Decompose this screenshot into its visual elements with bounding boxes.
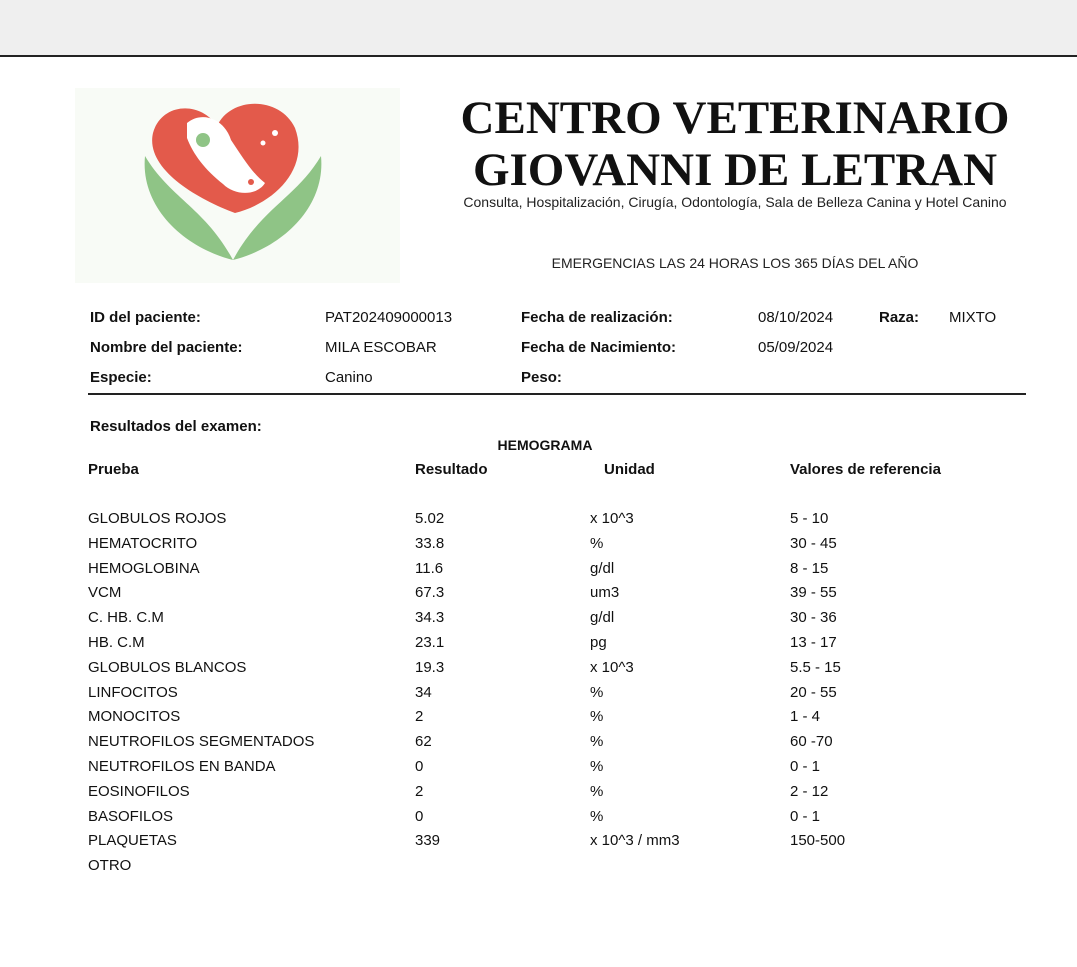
results-table-body — [0, 510, 1077, 882]
patient-id-value: PAT202409000013 — [325, 309, 453, 326]
cell-referencia: 0 - 1 — [790, 807, 821, 825]
table-row — [0, 808, 1077, 833]
cell-referencia: 1 - 4 — [790, 708, 821, 726]
table-row — [0, 510, 1077, 535]
top-bar — [0, 0, 1077, 57]
cell-referencia: 5.5 - 15 — [790, 658, 841, 676]
cell-resultado: 34 — [415, 683, 432, 701]
cell-resultado: 62 — [415, 733, 432, 751]
column-header-unidad: Unidad — [604, 461, 655, 478]
table-row — [0, 733, 1077, 758]
table-row — [0, 535, 1077, 560]
cell-prueba: PLAQUETAS — [88, 832, 177, 850]
birth-date-label: Fecha de Nacimiento: — [521, 339, 677, 356]
cell-prueba: GLOBULOS ROJOS — [88, 510, 227, 527]
cell-referencia: 30 - 45 — [790, 534, 837, 552]
cell-prueba: HEMOGLOBINA — [88, 559, 200, 577]
cell-unidad: % — [590, 782, 604, 800]
table-row — [0, 758, 1077, 783]
cell-unidad: x 10^3 / mm3 — [590, 832, 680, 850]
table-row — [0, 708, 1077, 733]
exam-date-value: 08/10/2024 — [758, 309, 834, 326]
cell-referencia: 8 - 15 — [790, 559, 829, 577]
cell-referencia: 20 - 55 — [790, 683, 837, 701]
cell-prueba: C. HB. C.M — [88, 609, 164, 627]
cell-unidad: % — [590, 534, 604, 552]
table-row — [0, 783, 1077, 808]
cell-resultado: 11.6 — [415, 559, 444, 577]
table-row — [0, 659, 1077, 684]
cell-prueba: HEMATOCRITO — [88, 534, 198, 552]
cell-unidad: g/dl — [590, 609, 615, 627]
cell-resultado: 0 — [415, 757, 424, 775]
cell-resultado: 34.3 — [415, 609, 445, 627]
cell-resultado: 2 — [415, 782, 424, 800]
cell-referencia: 60 -70 — [790, 733, 833, 751]
column-header-prueba: Prueba — [88, 461, 139, 478]
cell-prueba: NEUTROFILOS EN BANDA — [88, 757, 276, 775]
cell-referencia: 39 - 55 — [790, 584, 837, 602]
column-header-resultado: Resultado — [415, 461, 488, 478]
cell-resultado: 19.3 — [415, 658, 445, 676]
pet-heart-logo-icon — [75, 88, 400, 283]
cell-unidad: % — [590, 757, 604, 775]
emergency-line: EMERGENCIAS LAS 24 HORAS LOS 365 DÍAS DEL AÑO — [551, 255, 919, 271]
column-header-referencia: Valores de referencia — [790, 461, 941, 478]
cell-prueba: EOSINOFILOS — [88, 782, 190, 800]
cell-prueba: OTRO — [88, 857, 132, 875]
cell-resultado: 2 — [415, 708, 424, 726]
cell-referencia: 150-500 — [790, 832, 846, 850]
table-title: HEMOGRAMA — [497, 437, 593, 453]
table-row — [0, 609, 1077, 634]
cell-unidad: um3 — [590, 584, 620, 602]
cell-unidad: % — [590, 733, 604, 751]
results-section-title: Resultados del examen: — [90, 418, 262, 435]
table-row — [0, 857, 1077, 882]
header-divider — [88, 393, 1026, 395]
table-row — [0, 832, 1077, 857]
cell-resultado: 67.3 — [415, 584, 445, 602]
table-row — [0, 634, 1077, 659]
cell-referencia: 2 - 12 — [790, 782, 829, 800]
cell-resultado: 33.8 — [415, 534, 445, 552]
weight-label: Peso: — [521, 369, 562, 386]
exam-date-label: Fecha de realización: — [521, 309, 673, 326]
patient-name-label: Nombre del paciente: — [90, 339, 243, 356]
cell-referencia: 0 - 1 — [790, 757, 821, 775]
cell-referencia: 5 - 10 — [790, 510, 829, 527]
cell-unidad: % — [590, 807, 604, 825]
patient-id-label: ID del paciente: — [90, 309, 201, 326]
species-value: Canino — [325, 369, 373, 386]
table-row — [0, 560, 1077, 585]
table-row — [0, 584, 1077, 609]
cell-prueba: LINFOCITOS — [88, 683, 178, 701]
cell-resultado: 5.02 — [415, 510, 445, 527]
cell-unidad: x 10^3 — [590, 510, 634, 527]
cell-unidad: % — [590, 708, 604, 726]
cell-resultado: 0 — [415, 807, 424, 825]
breed-label: Raza: — [879, 309, 920, 326]
cell-referencia: 13 - 17 — [790, 633, 837, 651]
cell-prueba: HB. C.M — [88, 633, 145, 651]
cell-unidad: g/dl — [590, 559, 615, 577]
birth-date-value: 05/09/2024 — [758, 339, 834, 356]
cell-prueba: NEUTROFILOS SEGMENTADOS — [88, 733, 315, 751]
cell-referencia: 30 - 36 — [790, 609, 837, 627]
cell-unidad: % — [590, 683, 604, 701]
cell-prueba: MONOCITOS — [88, 708, 181, 726]
clinic-name-line2: GIOVANNI DE LETRAN — [472, 144, 998, 196]
cell-prueba: GLOBULOS BLANCOS — [88, 658, 247, 676]
services-line: Consulta, Hospitalización, Cirugía, Odontología, Sala de Belleza Canina y Hotel Canino — [463, 194, 1007, 210]
cell-resultado: 23.1 — [415, 633, 445, 651]
clinic-name — [420, 92, 1050, 196]
cell-unidad: pg — [590, 633, 607, 651]
breed-value: MIXTO — [949, 309, 997, 326]
species-label: Especie: — [90, 369, 152, 386]
table-row — [0, 684, 1077, 709]
cell-prueba: VCM — [88, 584, 122, 602]
patient-name-value: MILA ESCOBAR — [325, 339, 437, 356]
cell-prueba: BASOFILOS — [88, 807, 174, 825]
clinic-name-line1: CENTRO VETERINARIO — [460, 92, 1010, 144]
cell-unidad: x 10^3 — [590, 658, 634, 676]
cell-resultado: 339 — [415, 832, 441, 850]
